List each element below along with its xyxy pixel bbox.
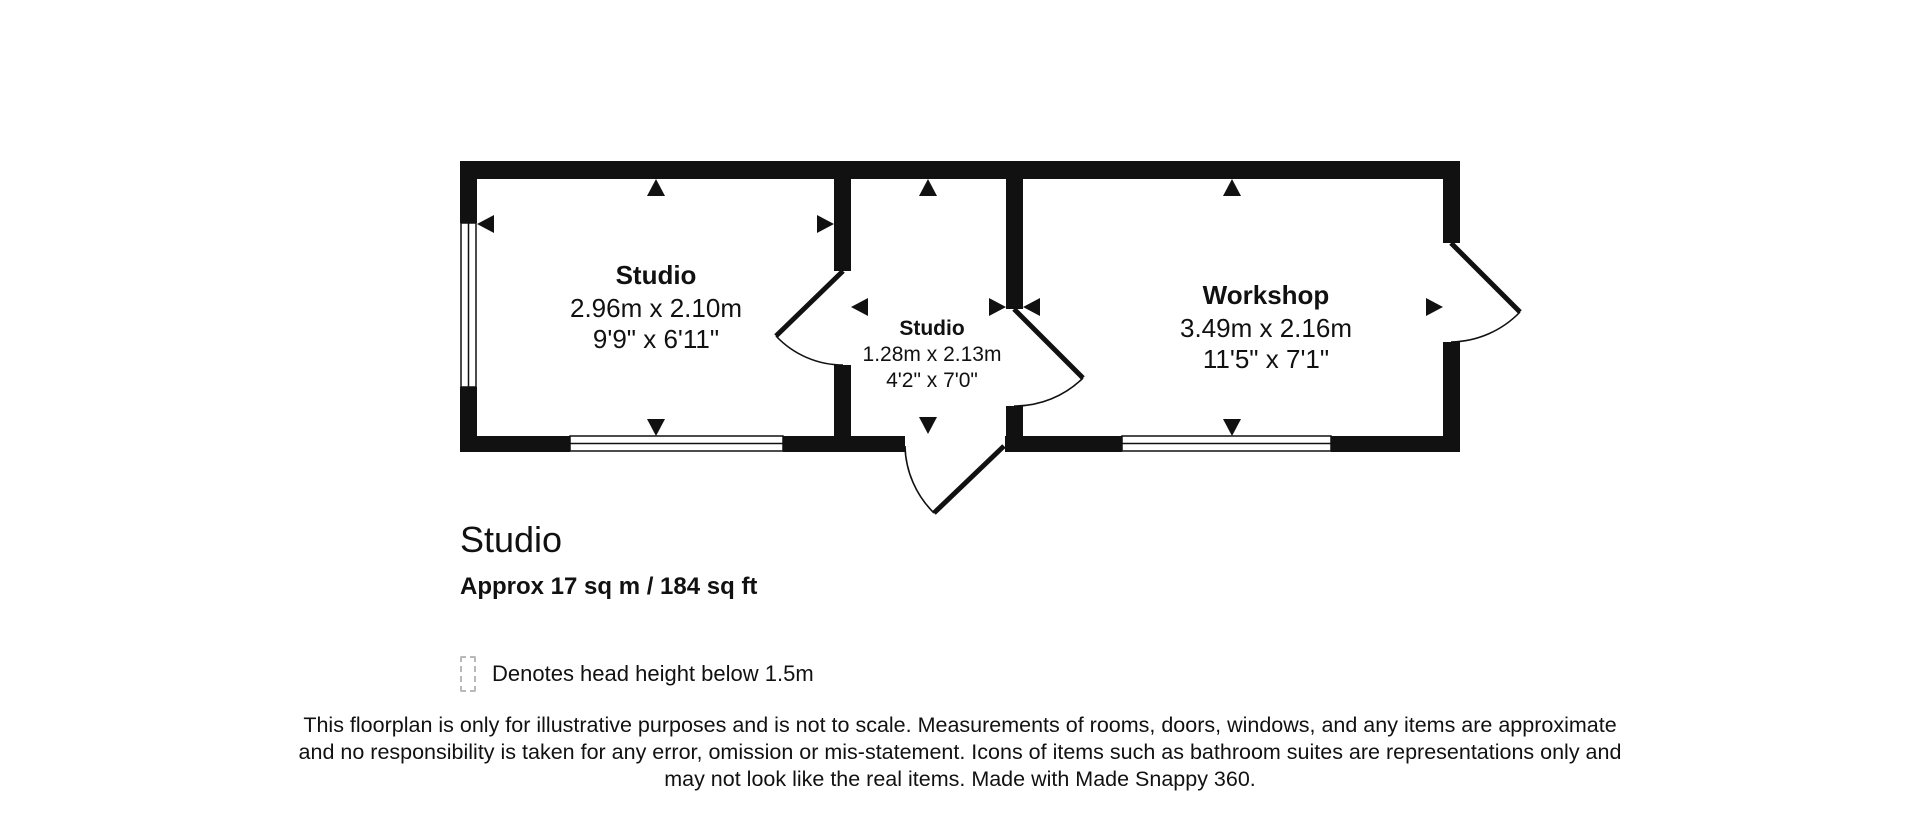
room-dimensions-metric: 3.49m x 2.16m <box>1180 313 1352 343</box>
wall-left-upper <box>460 161 477 223</box>
door-right-exterior <box>1451 243 1520 342</box>
partition-left-upper <box>834 161 851 271</box>
legend-text: Denotes head height below 1.5m <box>492 661 814 686</box>
partition-left-lower <box>834 365 851 452</box>
disclaimer: This floorplan is only for illustrative purposes and is not to scale. Measurements of rooms, doors, windows, and any items are approximate and no responsibility is taken for any error, omission or mis-statement. Icons of items such as bathroom suites are representations only and may not look like the real items. Made with Made Snappy 360. <box>298 713 1622 791</box>
wall-bottom-left-a <box>460 436 570 452</box>
arrow-left-workshop <box>1023 298 1040 316</box>
legend <box>460 654 814 694</box>
room-name: Workshop <box>1202 280 1330 310</box>
arrow-left-studio-left <box>477 215 494 233</box>
arrow-up-workshop <box>1223 179 1241 196</box>
wall-right-lower <box>1443 342 1460 452</box>
door-right-partition <box>1014 309 1083 406</box>
partition-right-lower <box>1006 406 1023 452</box>
door-left-partition <box>776 271 843 365</box>
room-dimensions-metric: 1.28m x 2.13m <box>862 343 1002 366</box>
arrow-down-workshop <box>1223 419 1241 436</box>
wall-top <box>460 161 1460 179</box>
room-dimensions-imperial: 9'9" x 6'11" <box>592 324 720 354</box>
arrow-up-studio-left <box>647 179 665 196</box>
arrow-up-studio-middle <box>919 179 937 196</box>
room-dimensions-imperial: 4'2" x 7'0" <box>886 369 978 392</box>
floor-title: Studio <box>460 519 563 560</box>
arrow-right-workshop <box>1426 298 1443 316</box>
partition-right-upper <box>1006 161 1023 309</box>
room-name: Studio <box>615 260 697 290</box>
door-front <box>905 446 1004 513</box>
arrow-left-studio-middle <box>851 298 868 316</box>
arrow-down-studio-middle <box>919 417 937 434</box>
room-dimensions-imperial: 11'5" x 7'1" <box>1202 344 1330 374</box>
wall-right-upper <box>1443 161 1460 243</box>
wall-bottom-right-b <box>1331 436 1460 452</box>
head-height-swatch-icon <box>460 656 476 692</box>
arrow-right-studio-middle <box>989 298 1006 316</box>
arrow-down-studio-left <box>647 419 665 436</box>
floor-area: Approx 17 sq m / 184 sq ft <box>460 573 758 600</box>
arrow-right-studio-left <box>817 215 834 233</box>
room-name: Studio <box>899 317 965 340</box>
room-dimensions-metric: 2.96m x 2.10m <box>570 293 742 323</box>
